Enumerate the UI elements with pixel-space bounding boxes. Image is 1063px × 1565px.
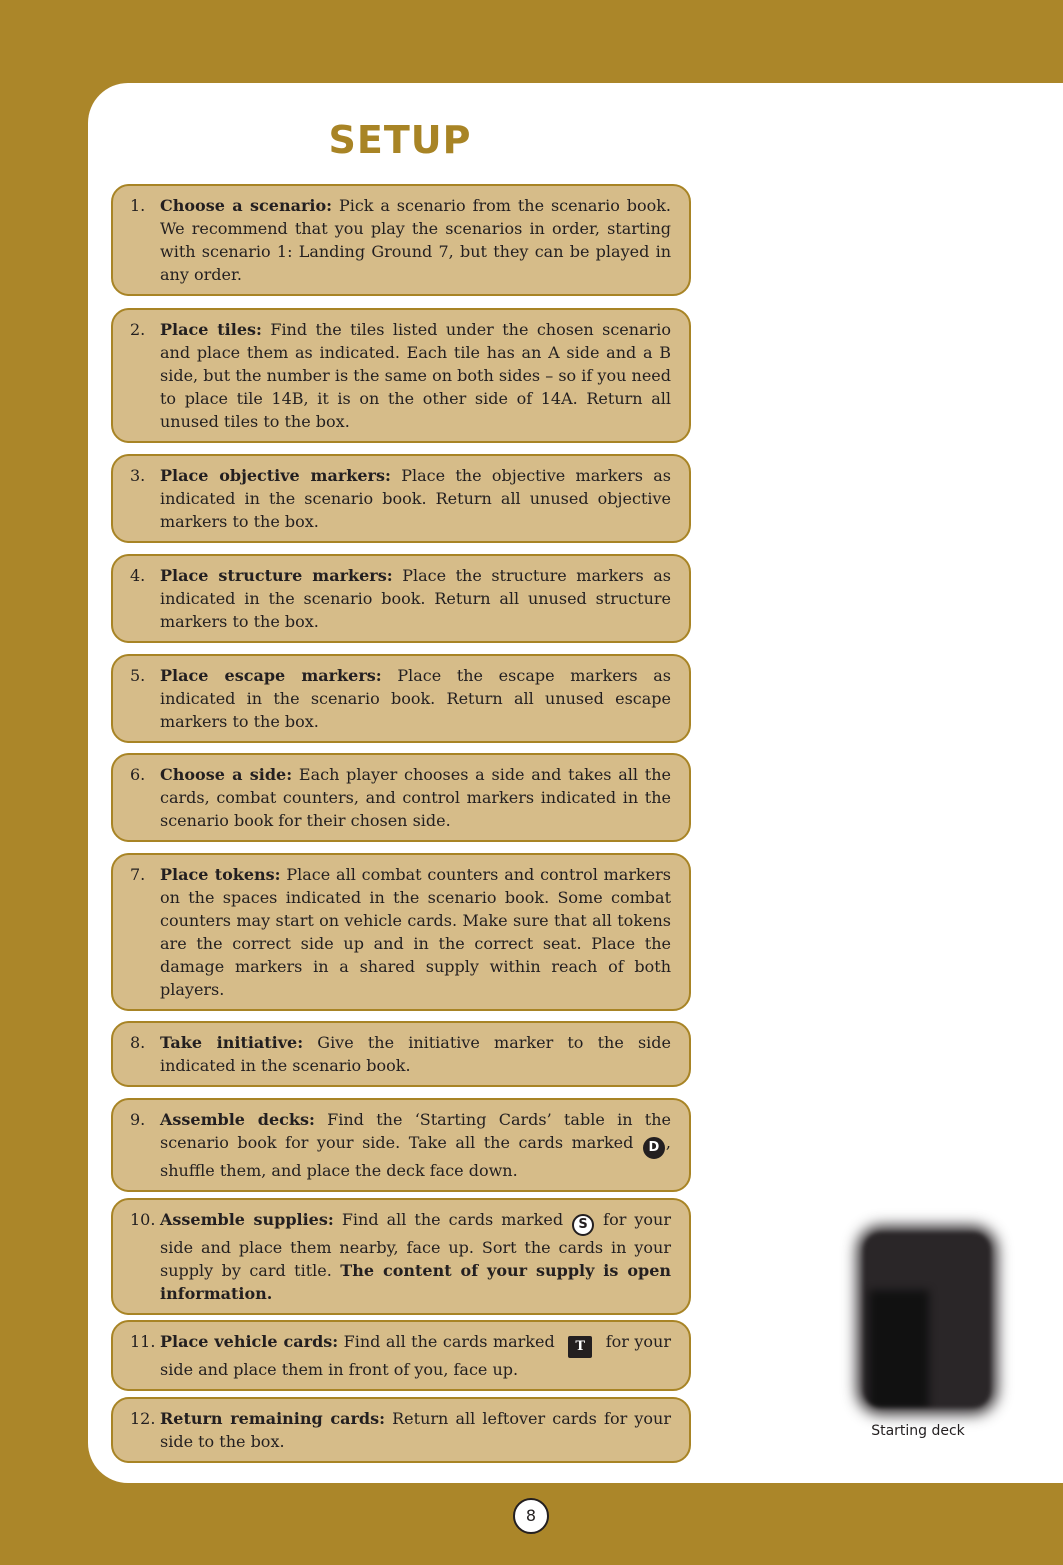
step-text xyxy=(160,318,671,433)
step-description-continued: for your side and place them nearby, face up. Sort the cards in your supply by card title. xyxy=(160,1210,672,1280)
setup-step-6 xyxy=(111,753,691,842)
setup-step-1 xyxy=(111,184,691,296)
step-description: Return all leftover cards for your side to the box. xyxy=(160,1409,671,1451)
step-text xyxy=(160,1407,671,1453)
step-description: Place the objective markers as indicated in the scenario book. Return all unused objective markers to the box. xyxy=(160,466,672,531)
step-heading: Place objective markers: xyxy=(160,466,391,485)
step-heading: Place tokens: xyxy=(160,865,281,884)
step-number: 11. xyxy=(130,1332,156,1351)
step-description: Find the tiles listed under the chosen scenario and place them as indicated. Each tile has an A side and a B side, but the number is the same on both sides – so if you need to place tile 14B, it is on the other side of 14A. Return all unused tiles to the box. xyxy=(160,320,672,431)
step-number: 4. xyxy=(130,566,146,585)
step-number: 3. xyxy=(130,466,146,485)
step-heading: Assemble decks: xyxy=(160,1110,315,1129)
step-number: 5. xyxy=(130,666,146,685)
deck-card-shadow xyxy=(869,1290,929,1408)
setup-step-8 xyxy=(111,1021,691,1087)
page-title: SETUP xyxy=(328,118,472,162)
step-description: Place all combat counters and control markers on the spaces indicated in the scenario book. Some combat counters may start on vehicle cards. Make sure that all tokens are the correct side up and in the correct seat. Place the damage markers in a shared supply within reach of both players. xyxy=(160,865,672,999)
step-heading: Choose a scenario: xyxy=(160,196,333,215)
setup-step-11 xyxy=(111,1320,691,1391)
step-heading: Choose a side: xyxy=(160,765,293,784)
step-description: Find all the cards marked xyxy=(333,1210,572,1229)
step-description: Pick a scenario from the scenario book. We recommend that you play the scenarios in order, starting with scenario 1: Landing Ground 7, but they can be played in any order. xyxy=(160,196,672,284)
step-number: 2. xyxy=(130,320,146,339)
step-text xyxy=(160,763,671,832)
step-description: Place the escape markers as indicated in the scenario book. Return all unused escape markers to the box. xyxy=(160,666,671,731)
step-heading: Place tiles: xyxy=(160,320,262,339)
setup-step-7 xyxy=(111,853,691,1011)
setup-step-5 xyxy=(111,654,691,743)
step-heading: Return remaining cards: xyxy=(160,1409,385,1428)
step-number: 7. xyxy=(130,865,146,884)
setup-step-10 xyxy=(111,1198,691,1315)
vehicle-symbol-icon: T xyxy=(568,1336,592,1358)
setup-step-9 xyxy=(111,1098,691,1192)
step-text xyxy=(160,664,671,733)
step-text xyxy=(160,194,671,286)
deck-symbol-icon: D xyxy=(643,1137,665,1159)
step-description-continued: , shuffle them, and place the deck face down. xyxy=(160,1133,671,1180)
step-heading: Place vehicle cards: xyxy=(160,1332,339,1351)
setup-step-4 xyxy=(111,554,691,643)
supply-symbol-icon: S xyxy=(572,1214,594,1236)
step-number: 12. xyxy=(130,1409,156,1428)
figure-caption: Starting deck xyxy=(871,1423,965,1439)
step-description-continued: for your side and place them in front of you, face up. xyxy=(160,1332,672,1379)
step-text xyxy=(160,1108,671,1182)
step-number: 6. xyxy=(130,765,146,784)
step-text xyxy=(160,1031,671,1077)
step-description: Place the structure markers as indicated in the scenario book. Return all unused structure markers to the box. xyxy=(160,566,671,631)
step-text xyxy=(160,464,671,533)
step-text xyxy=(160,1208,671,1305)
step-number: 8. xyxy=(130,1033,146,1052)
step-description: Find all the cards marked xyxy=(338,1332,561,1351)
step-heading: Take initiative: xyxy=(160,1033,304,1052)
step-text xyxy=(160,564,671,633)
step-number: 1. xyxy=(130,196,146,215)
step-number: 9. xyxy=(130,1110,146,1129)
setup-step-2 xyxy=(111,308,691,443)
step-heading: Place structure markers: xyxy=(160,566,393,585)
step-text xyxy=(160,863,671,1001)
step-description: Find the ‘Starting Cards’ table in the scenario book for your side. Take all the cards marked xyxy=(160,1110,672,1152)
step-emphasis: The content of your supply is open information. xyxy=(160,1261,672,1303)
setup-step-3 xyxy=(111,454,691,543)
step-number: 10. xyxy=(130,1210,156,1229)
starting-deck-image xyxy=(863,1232,991,1408)
page-number: 8 xyxy=(513,1498,549,1534)
step-heading: Assemble supplies: xyxy=(160,1210,334,1229)
step-heading: Place escape markers: xyxy=(160,666,382,685)
setup-step-12 xyxy=(111,1397,691,1463)
step-description: Give the initiative marker to the side indicated in the scenario book. xyxy=(160,1033,671,1075)
step-text xyxy=(160,1330,671,1381)
step-description: Each player chooses a side and takes all the cards, combat counters, and control markers indicated in the scenario book for their chosen side. xyxy=(160,765,672,830)
